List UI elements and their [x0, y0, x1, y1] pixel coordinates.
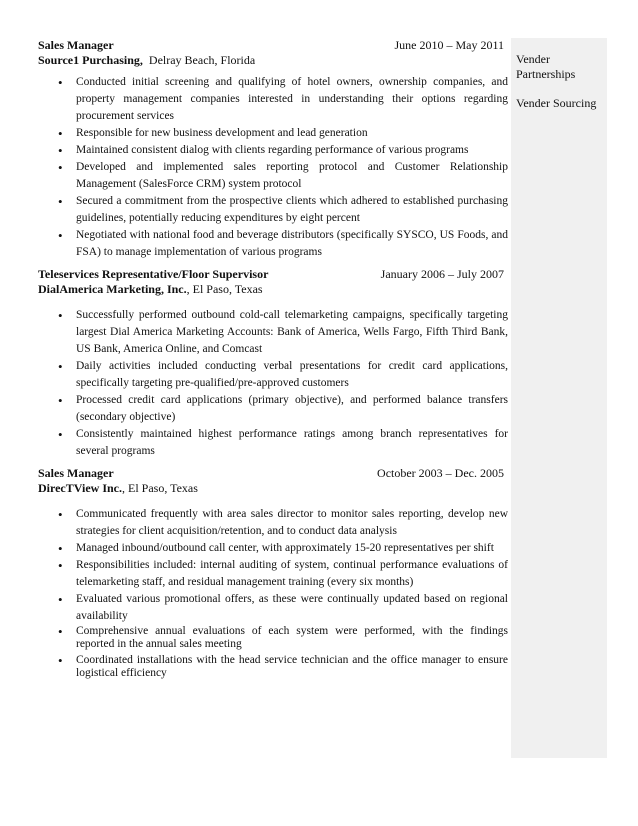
bullet-item: • Daily activities included conducting verbal presentations for credit card applications, specifically targeting pre-qualified/pre-approved customers	[38, 358, 508, 392]
sidebar-panel	[511, 38, 607, 758]
job-entry-dialamerica	[38, 267, 508, 460]
bullet-item: • Responsible for new business development and lead generation	[38, 125, 508, 142]
job-title: Teleservices Representative/Floor Supervisor	[38, 267, 269, 281]
bullet-item: • Secured a commitment from the prospective clients which adhered to established purchasing guidelines, potentially reducing expenditures by eight percent	[38, 193, 508, 227]
bullet-item: • Coordinated installations with the head service technician and the office manager to ensure logistical efficiency	[38, 654, 508, 680]
bullet-item: • Comprehensive annual evaluations of each system were performed, with the findings reported in the annual sales meeting	[38, 625, 508, 651]
company-name: DirecTView Inc.	[38, 481, 122, 495]
bullet-item: • Developed and implemented sales reporting protocol and Customer Relationship Management (SalesForce CRM) system protocol	[38, 159, 508, 193]
sidebar-label-vender-sourcing: Vender Sourcing	[516, 96, 597, 110]
job-entry-directview	[38, 466, 508, 680]
company-name: DialAmerica Marketing, Inc.	[38, 282, 187, 296]
job-title: Sales Manager	[38, 38, 114, 52]
sidebar-label-vender-partnerships: Vender Partnerships	[516, 52, 576, 81]
job-company-line	[38, 481, 508, 496]
bullet-item: • Maintained consistent dialog with clients regarding performance of various programs	[38, 142, 508, 159]
company-location: Delray Beach, Florida	[148, 53, 256, 67]
bullet-list	[38, 506, 508, 625]
bullet-item: • Processed credit card applications (primary objective), and performed balance transfers (secondary objective)	[38, 392, 508, 426]
job-company-line	[38, 282, 508, 297]
job-title: Sales Manager	[38, 466, 114, 480]
bullet-item: • Successfully performed outbound cold-call telemarketing campaigns, specifically targeting largest Dial America Marketing Accounts: Bank of America, Wells Fargo, Fifth Third Bank, US Bank, America Online, and Comcast	[38, 307, 508, 358]
bullet-list	[38, 74, 508, 261]
bullet-item: • Communicated frequently with area sales director to monitor sales reporting, develop new strategies for client acquisition/retention, and to conduct data analysis	[38, 506, 508, 540]
company-name: Source1 Purchasing,	[38, 53, 143, 67]
job-company-line	[38, 53, 508, 68]
company-location: , El Paso, Texas	[121, 481, 198, 495]
bullet-item: • Responsibilities included: internal auditing of system, continual performance evaluations of telemarketing staff, and residual management training (every six months)	[38, 557, 508, 591]
bullet-list	[38, 307, 508, 460]
bullet-item: • Negotiated with national food and beverage distributors (specifically SYSCO, US Foods, and FSA) to manage implementation of various programs	[38, 227, 508, 261]
job-dates: January 2006 – July 2007	[380, 267, 504, 281]
bullet-item: • Consistently maintained highest performance ratings among branch representatives for several programs	[38, 426, 508, 460]
job-dates: October 2003 – Dec. 2005	[377, 466, 504, 480]
bullet-item: • Managed inbound/outbound call center, with approximately 15-20 representatives per shift	[38, 540, 508, 557]
company-location: , El Paso, Texas	[186, 282, 263, 296]
bullet-item: • Conducted initial screening and qualifying of hotel owners, ownership companies, and property management companies interested in understanding their options regarding procurement services	[38, 74, 508, 125]
job-dates: June 2010 – May 2011	[394, 38, 504, 52]
bullet-list-tight	[38, 625, 508, 680]
bullet-item: • Evaluated various promotional offers, as these were continually updated based on regional availability	[38, 591, 508, 625]
experience-section	[38, 38, 508, 683]
job-entry-source1	[38, 38, 508, 261]
